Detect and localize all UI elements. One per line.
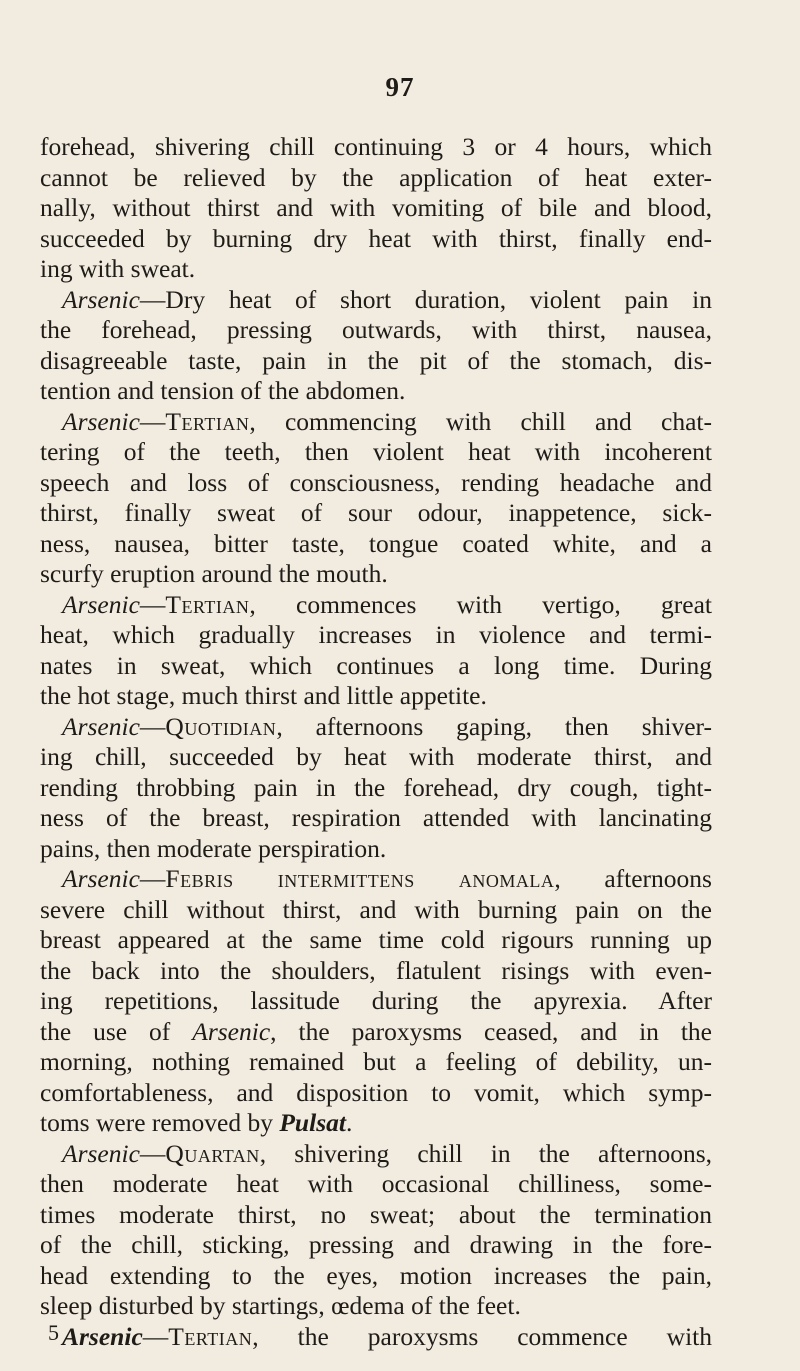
fever-type: Quotidian [165, 711, 277, 741]
remedy-name: Arsenic [62, 284, 140, 314]
body-text [40, 132, 712, 1352]
paragraph-entry-end: pains, then moderate perspiration. [40, 833, 387, 863]
paragraph-continuation-end: ing with sweat. [40, 254, 196, 283]
fever-type: Quartan [165, 1138, 260, 1168]
remedy-name: Arsenic [62, 1321, 143, 1351]
remedy-name: Arsenic [62, 589, 140, 619]
paragraph-entry-end: the hot stage, much thirst and little appetite. [40, 681, 487, 710]
paragraph-entry-end: toms were removed by Pulsat. [40, 1108, 353, 1137]
page-number: 97 [385, 72, 415, 102]
paragraph-entry: Arsenic—Quartan, shivering chill in the afternoons, then moderate heat with occasional chilliness, some- times moderate thirst, no sweat; about the termination of the chill, sticking, pressing and drawing in the fore- head extending to the eyes, motion increases the pain, [40, 1138, 712, 1290]
fever-type: Tertian [165, 406, 250, 436]
remedy-name-inline: Pulsat [279, 1108, 346, 1137]
paragraph-entry-end: scurfy eruption around the mouth. [40, 559, 388, 588]
paragraph-entry: Arsenic—Tertian, commencing with chill and chat- tering of the teeth, then violent heat with incoherent speech and loss of consciousness, rending headache and thirst, finally sweat of sour odour, inappetence, sick- ness, nausea, bitter taste, tongue coated white, and a [40, 406, 712, 558]
remedy-name: Arsenic [62, 406, 140, 436]
paragraph-entry: Arsenic—Tertian, commences with vertigo, great heat, which gradually increases in violence and termi- nates in sweat, which continues a long time. During [40, 589, 712, 680]
fever-type: Tertian [165, 589, 250, 619]
paragraph-entry: Arsenic—Dry heat of short duration, violent pain in the forehead, pressing outwards, with thirst, nausea, disagreeable taste, pain in the pit of the stomach, dis- [40, 284, 712, 375]
paragraph-entry: Arsenic—Tertian, the paroxysms commence with [62, 1321, 712, 1351]
remedy-name-inline: Arsenic [192, 1016, 271, 1046]
signature-mark: 5 [48, 1320, 59, 1345]
remedy-name: Arsenic [62, 1138, 140, 1168]
remedy-name: Arsenic [62, 864, 140, 893]
paragraph-continuation: forehead, shivering chill continuing 3 or 4 hours, which cannot be relieved by the application of heat exter- nally, without thirst and with vomiting of bile and blood, succeeded by burning dry heat with thirst, finally end- [40, 132, 712, 253]
fever-type: Febris intermittens anomala [165, 864, 555, 893]
remedy-name: Arsenic [62, 711, 140, 741]
paragraph-entry-end: sleep disturbed by startings, œdema of the feet. [40, 1291, 521, 1320]
paragraph-entry: Arsenic—Quotidian, afternoons gaping, then shiver- ing chill, succeeded by heat with moderate thirst, and rending throbbing pain in the forehead, dry cough, tight- ness of the breast, respiration attended with lancinating [40, 711, 712, 832]
paragraph-entry: Arsenic—Febris intermittens anomala, afternoons severe chill without thirst, and with burning pain on the breast appeared at the same time cold rigours running up the back into the shoulders, flatulent risings with even- ing repetitions, lassitude during the apyrexia. After the use of Arsenic, the paroxysms ceased, and in the morning, nothing remained but a feeling of debility, un- comfortableness, and disposition to vomit, which symp- [40, 864, 713, 1107]
paragraph-entry-end: tention and tension of the abdomen. [40, 376, 406, 405]
fever-type: Tertian [168, 1321, 253, 1351]
